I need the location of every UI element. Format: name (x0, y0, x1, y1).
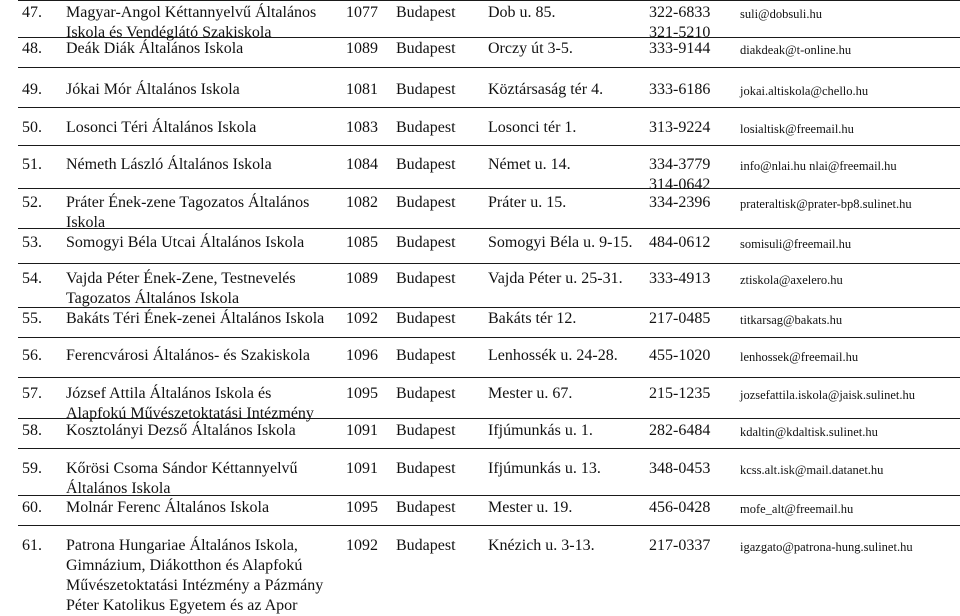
city: Budapest (396, 119, 456, 136)
row-number: 58. (22, 422, 42, 439)
school-name: Németh László Általános Iskola (66, 156, 272, 173)
row-number: 56. (22, 347, 42, 364)
postal-code: 1083 (346, 119, 378, 136)
postal-code: 1089 (346, 270, 378, 287)
school-name: Patrona Hungariae Általános Iskola, Gimnázium, Diákotthon és Alapfokú Művészetoktatási Intézmény a Pázmány Péter Katolikus Egyetem és az Apor (66, 537, 324, 614)
school-name: Losonci Téri Általános Iskola (66, 119, 257, 136)
school-name: Molnár Ferenc Általános Iskola (66, 499, 270, 516)
school-name: Kosztolányi Dezső Általános Iskola (66, 422, 296, 439)
school-name: Jókai Mór Általános Iskola (66, 81, 240, 98)
city: Budapest (396, 422, 456, 439)
city: Budapest (396, 156, 456, 173)
row-divider (18, 337, 960, 338)
city: Budapest (396, 4, 456, 21)
city: Budapest (396, 270, 456, 287)
street-address: Mester u. 67. (488, 385, 573, 402)
street-address: Orczy út 3-5. (488, 40, 573, 57)
street-address: Dob u. 85. (488, 4, 556, 21)
city: Budapest (396, 81, 456, 98)
email-address: lenhossek@freemail.hu (740, 350, 859, 364)
email-address: titkarsag@bakats.hu (740, 313, 843, 327)
school-name: Bakáts Téri Ének-zenei Általános Iskola (66, 310, 325, 327)
row-divider (18, 263, 960, 264)
phone-number: 322-6833 321-5210 (649, 4, 711, 41)
row-number: 53. (22, 234, 42, 251)
row-number: 55. (22, 310, 42, 327)
row-number: 57. (22, 385, 42, 402)
city: Budapest (396, 310, 456, 327)
street-address: Bakáts tér 12. (488, 310, 577, 327)
postal-code: 1082 (346, 194, 378, 211)
postal-code: 1095 (346, 499, 378, 516)
school-name: Magyar-Angol Kéttannyelvű Általános Iskola és Vendéglátó Szakiskola (66, 4, 317, 41)
email-address: igazgato@patrona-hung.sulinet.hu (740, 540, 913, 554)
email-address: diakdeak@t-online.hu (740, 43, 852, 57)
email-address: losialtisk@freemail.hu (740, 122, 854, 136)
postal-code: 1084 (346, 156, 378, 173)
phone-number: 333-9144 (649, 40, 711, 57)
city: Budapest (396, 499, 456, 516)
email-address: jozsefattila.iskola@jaisk.sulinet.hu (740, 388, 916, 402)
phone-number: 313-9224 (649, 119, 711, 136)
row-divider (18, 525, 960, 526)
city: Budapest (396, 460, 456, 477)
email-address: suli@dobsuli.hu (740, 7, 823, 21)
phone-number: 334-2396 (649, 194, 711, 211)
street-address: Lenhossék u. 24-28. (488, 347, 618, 364)
row-number: 47. (22, 4, 42, 21)
city: Budapest (396, 537, 456, 554)
postal-code: 1089 (346, 40, 378, 57)
street-address: Somogyi Béla u. 9-15. (488, 234, 633, 251)
email-address: kcss.alt.isk@mail.datanet.hu (740, 463, 884, 477)
school-name: József Attila Általános Iskola és Alapfokú Művészetoktatási Intézmény (66, 385, 314, 422)
email-address: prateraltisk@prater-bp8.sulinet.hu (740, 197, 912, 211)
row-number: 61. (22, 537, 42, 554)
row-divider (18, 188, 960, 189)
phone-number: 217-0337 (649, 537, 711, 554)
email-address: mofe_alt@freemail.hu (740, 502, 854, 516)
row-number: 50. (22, 119, 42, 136)
email-address: ztiskola@axelero.hu (740, 273, 843, 287)
school-name: Somogyi Béla Utcai Általános Iskola (66, 234, 305, 251)
row-divider (18, 377, 960, 378)
phone-number: 484-0612 (649, 234, 711, 251)
postal-code: 1081 (346, 81, 378, 98)
school-name: Ferencvárosi Általános- és Szakiskola (66, 347, 310, 364)
street-address: Losonci tér 1. (488, 119, 577, 136)
email-address: info@nlai.hu nlai@freemail.hu (740, 159, 897, 173)
street-address: Vajda Péter u. 25-31. (488, 270, 623, 287)
school-name: Kőrösi Csoma Sándor Kéttannyelvű Általános Iskola (66, 460, 298, 497)
city: Budapest (396, 347, 456, 364)
row-number: 60. (22, 499, 42, 516)
row-number: 54. (22, 270, 42, 287)
row-divider (18, 145, 960, 146)
email-address: kdaltin@kdaltisk.sulinet.hu (740, 425, 878, 439)
row-divider (18, 107, 960, 108)
row-divider (18, 448, 960, 449)
street-address: Mester u. 19. (488, 499, 573, 516)
postal-code: 1092 (346, 537, 378, 554)
street-address: Ifjúmunkás u. 1. (488, 422, 593, 439)
email-address: somisuli@freemail.hu (740, 237, 852, 251)
phone-number: 215-1235 (649, 385, 711, 402)
phone-number: 333-6186 (649, 81, 711, 98)
row-divider (18, 67, 960, 68)
phone-number: 282-6484 (649, 422, 711, 439)
row-divider (18, 0, 960, 1)
street-address: Práter u. 15. (488, 194, 567, 211)
phone-number: 333-4913 (649, 270, 711, 287)
phone-number: 456-0428 (649, 499, 711, 516)
postal-code: 1091 (346, 422, 378, 439)
school-name: Deák Diák Általános Iskola (66, 40, 244, 57)
street-address: Német u. 14. (488, 156, 571, 173)
school-name: Práter Ének-zene Tagozatos Általános Iskola (66, 194, 310, 231)
postal-code: 1095 (346, 385, 378, 402)
phone-number: 348-0453 (649, 460, 711, 477)
city: Budapest (396, 40, 456, 57)
postal-code: 1096 (346, 347, 378, 364)
row-number: 48. (22, 40, 42, 57)
street-address: Knézich u. 3-13. (488, 537, 595, 554)
street-address: Köztársaság tér 4. (488, 81, 604, 98)
row-number: 51. (22, 156, 42, 173)
postal-code: 1092 (346, 310, 378, 327)
street-address: Ifjúmunkás u. 13. (488, 460, 601, 477)
row-number: 52. (22, 194, 42, 211)
postal-code: 1091 (346, 460, 378, 477)
phone-number: 334-3779 314-0642 (649, 156, 711, 193)
row-number: 49. (22, 81, 42, 98)
postal-code: 1085 (346, 234, 378, 251)
school-name: Vajda Péter Ének-Zene, Testnevelés Tagozatos Általános Iskola (66, 270, 296, 307)
city: Budapest (396, 385, 456, 402)
email-address: jokai.altiskola@chello.hu (740, 84, 869, 98)
row-number: 59. (22, 460, 42, 477)
city: Budapest (396, 194, 456, 211)
phone-number: 217-0485 (649, 310, 711, 327)
postal-code: 1077 (346, 4, 378, 21)
city: Budapest (396, 234, 456, 251)
phone-number: 455-1020 (649, 347, 711, 364)
